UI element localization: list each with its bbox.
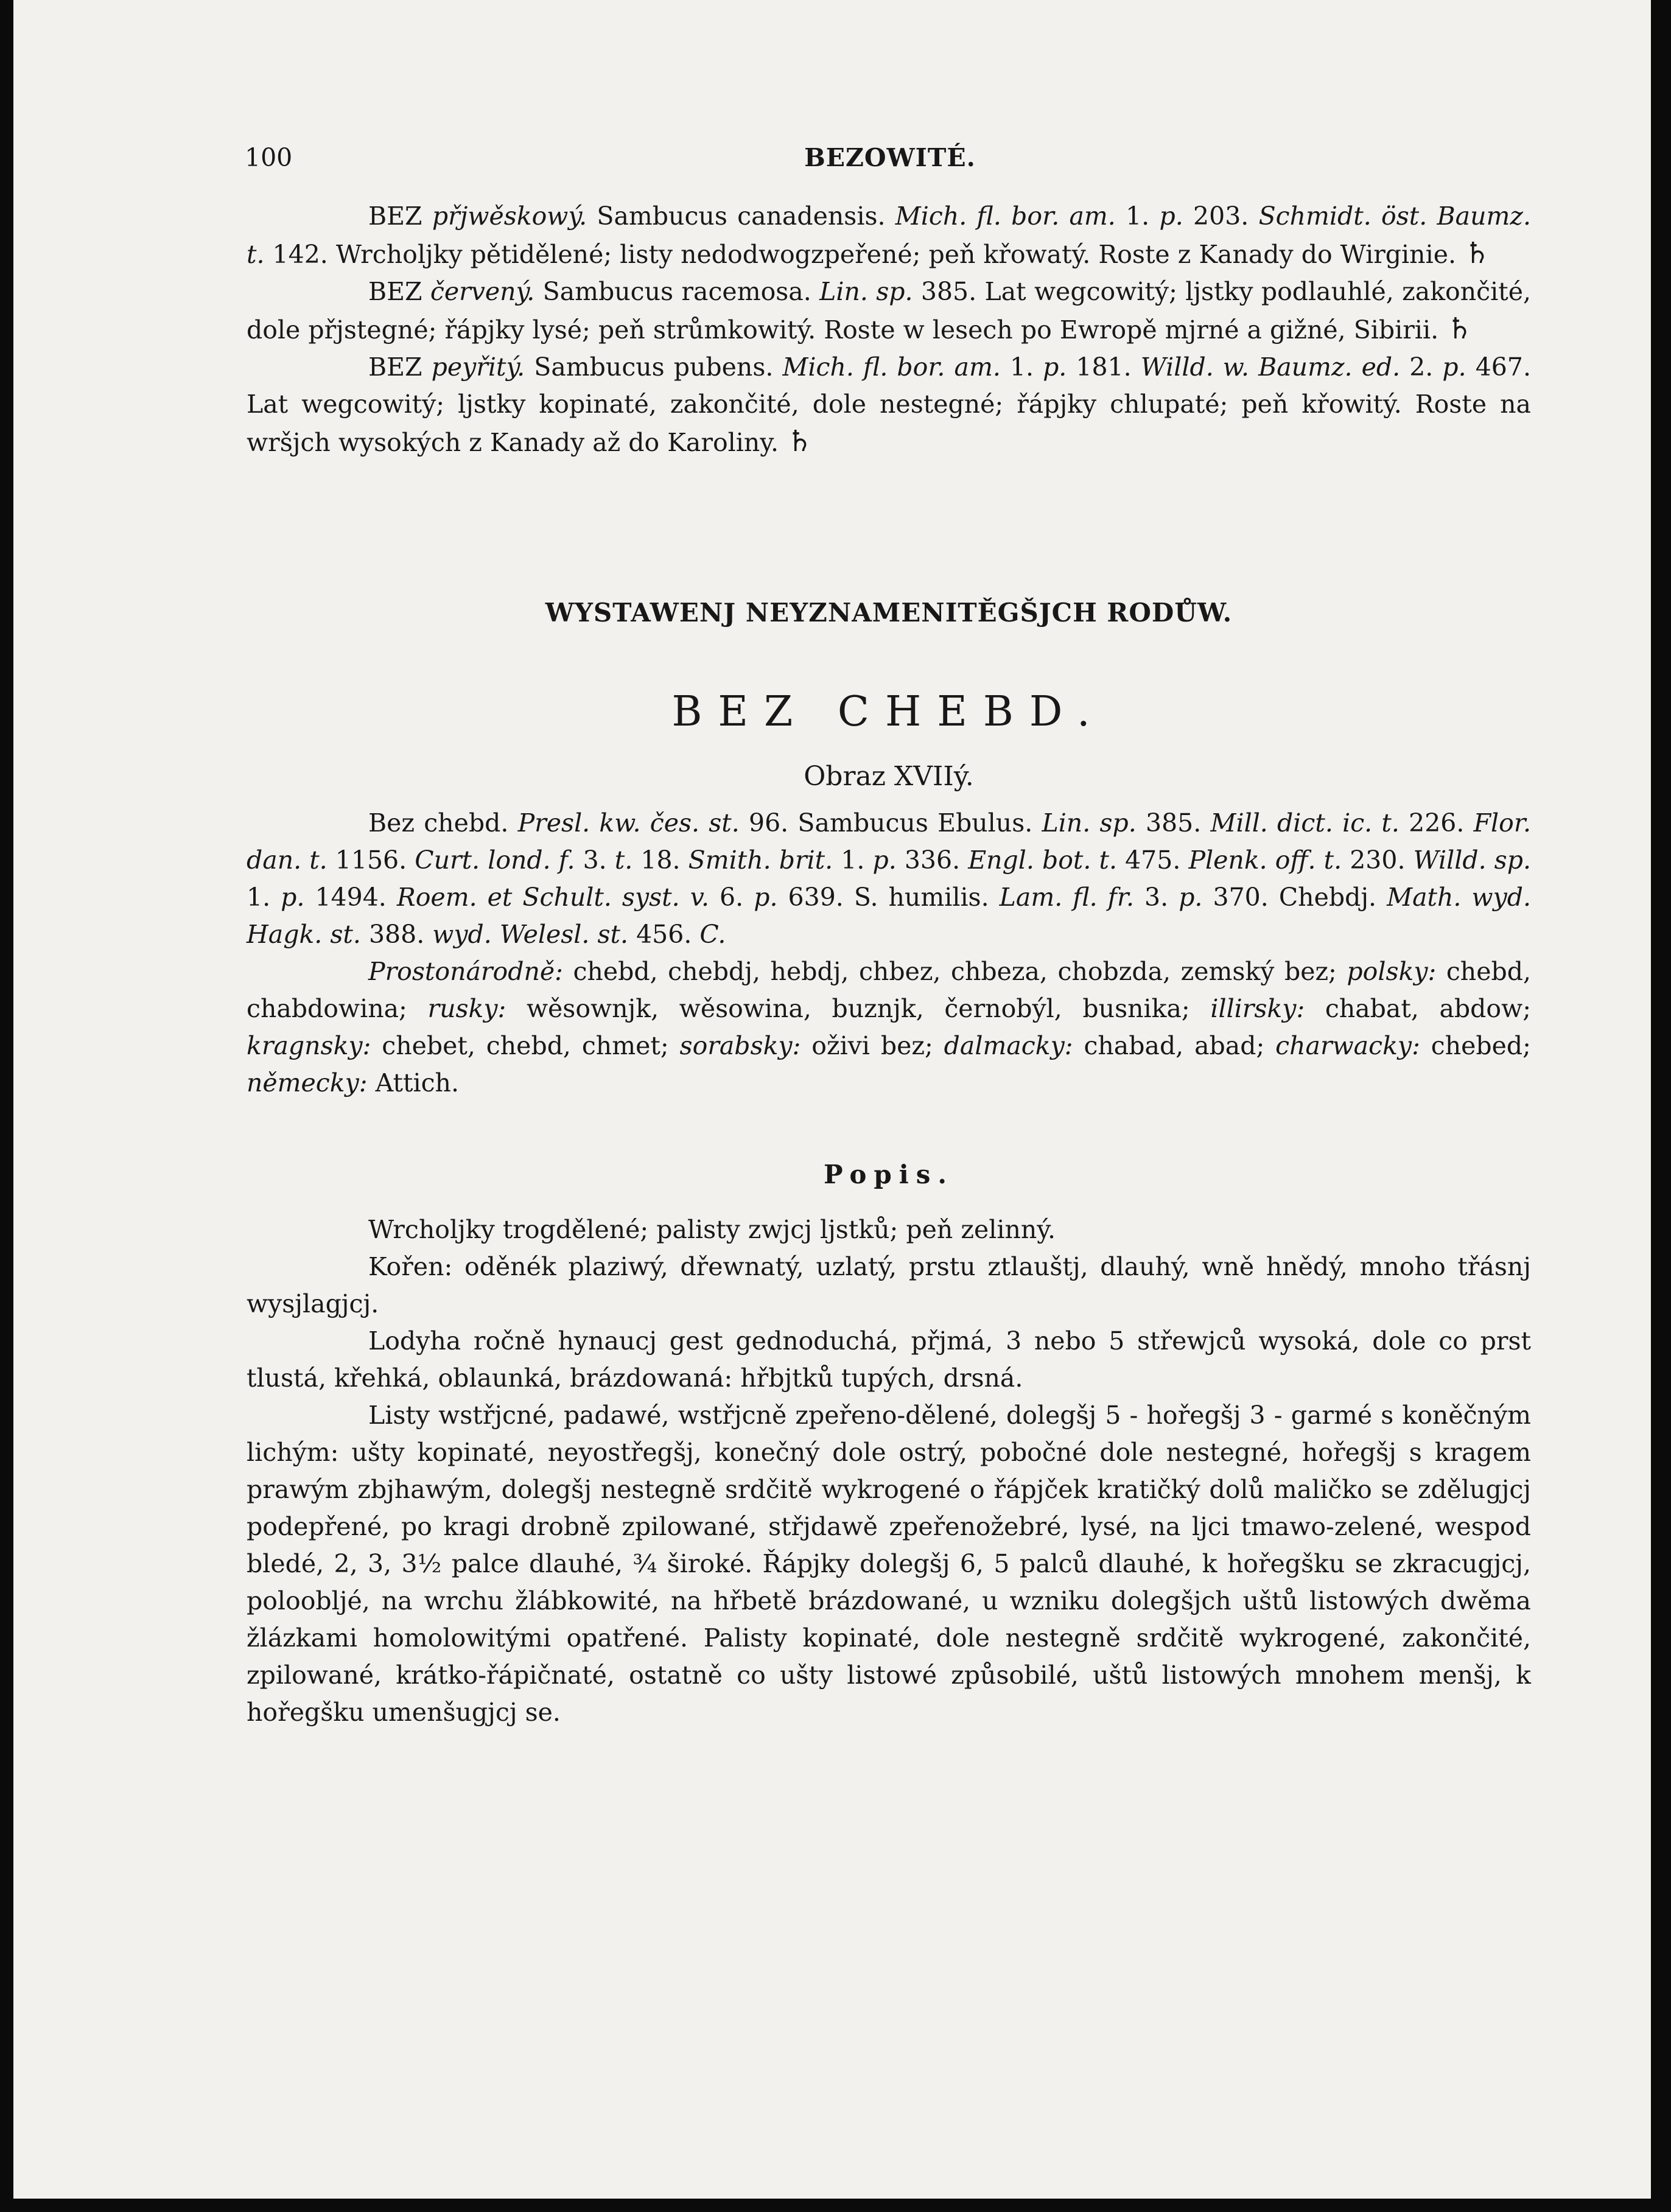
- text-run: 1156.: [327, 845, 415, 875]
- shrub-symbol-icon: ♄: [786, 424, 813, 458]
- description-heading: Popis.: [823, 1160, 955, 1189]
- italic-citation: rusky:: [427, 994, 506, 1023]
- italic-citation: p.: [1179, 883, 1203, 912]
- text-run: 385. Lat wegcowitý; ljstky podlauhlé, zakončité, dole přjstegné; řápjky lysé; peň strůmkowitý. Roste w lesech po Ewropě mjrné a gižné, Sibirii.: [247, 277, 1531, 345]
- italic-citation: kragnsky:: [247, 1031, 371, 1060]
- italic-citation: t.: [614, 845, 633, 875]
- text-run: chebed;: [1420, 1031, 1531, 1060]
- italic-citation: Smith. brit.: [688, 845, 833, 875]
- text-run: 388.: [360, 920, 433, 949]
- text-run: 203.: [1183, 201, 1259, 231]
- italic-citation: německy:: [247, 1068, 368, 1097]
- text-run: chabat, abdow;: [1305, 994, 1532, 1023]
- text-run: 385.: [1136, 808, 1211, 838]
- text-run: 1.: [1000, 352, 1043, 382]
- italic-citation: p.: [1159, 201, 1183, 231]
- text-run: 230.: [1342, 845, 1414, 875]
- italic-citation: polsky:: [1347, 957, 1437, 986]
- italic-citation: dalmacky:: [944, 1031, 1073, 1060]
- italic-citation: Engl. bot. t.: [968, 845, 1118, 875]
- species-entry: [247, 273, 1531, 349]
- italic-citation: Curt. lond. f.: [415, 845, 575, 875]
- description: [247, 1211, 1531, 1731]
- italic-citation: Plenk. off. t.: [1188, 845, 1342, 875]
- italic-citation: Mich. fl. bor. am.: [782, 352, 1001, 382]
- text-run: Attich.: [367, 1068, 459, 1097]
- text-run: wěsownjk, wěsowina, buznjk, černobýl, busnika;: [506, 994, 1211, 1023]
- shrub-symbol-icon: ♄: [1446, 312, 1473, 346]
- italic-citation: p.: [872, 845, 897, 875]
- text-run: 6.: [709, 883, 754, 912]
- italic-citation: C.: [699, 920, 726, 949]
- italic-citation: Lam. fl. fr.: [999, 883, 1134, 912]
- text-run: 1.: [833, 845, 873, 875]
- description-leaves: Listy wstřjcné, padawé, wstřjcně zpeřeno-dělené, dolegšj 5 - hořegšj 3 - garmé s koněčným lichým: ušty kopinaté, neyostřegšj, konečný dole ostrý, pobočné dole nestegné, hořegšj s kragem prawým zbjhawým, dolegšj nestegně srdčitě wykrogené o řápjček kratičký dolů maličko se zdělugjcj podepřené, po kragi drobně zpilowané, střjdawě zpeřenožebré, lysé, na ljci tmawo-zelené, wespod bledé, 2, 3, 3½ palce dlauhé, ¾ široké. Řápjky dolegšj 6, 5 palců dlauhé, k hořegšku se zkracugjcj, poloobljé, na wrchu žlábkowité, na hřbetě brázdowané, u wzniku dolegšjch uštů listowých dwěma žlázkami homolowitými opatřené. Palisty kopinaté, dole nestegně srdčitě wykrogené, zakončité, zpilowané, krátko-řápičnaté, ostatně co ušty listowé způsobilé, uštů listowých mnohem menšj, k hořegšku umenšugjcj se.: [247, 1401, 1531, 1727]
- page-number: 100: [245, 143, 293, 172]
- text-run: 2.: [1400, 352, 1443, 382]
- text-run: Sambucus racemosa.: [534, 277, 820, 306]
- italic-citation: Mill. dict. ic. t.: [1210, 808, 1400, 838]
- text-run: 142. Wrcholjky pětidělené; listy nedodwogzpeřené; peň křowatý. Roste z Kanady do Wirginie.: [264, 240, 1465, 269]
- plate-reference: Obraz XVIIý.: [804, 761, 974, 792]
- page-header: [245, 143, 1535, 180]
- text-run: 226.: [1399, 808, 1474, 838]
- text-run: 475.: [1117, 845, 1189, 875]
- italic-citation: Lin. sp.: [819, 277, 913, 306]
- italic-citation: Mich. fl. bor. am.: [895, 201, 1116, 231]
- species-entry: [247, 349, 1531, 461]
- text-run: 3.: [1134, 883, 1179, 912]
- running-title: BEZOWITÉ.: [804, 143, 976, 172]
- species-entry: [247, 198, 1531, 273]
- text-run: 456.: [628, 920, 700, 949]
- text-run: chebd, chabdowina;: [247, 957, 1531, 1023]
- italic-citation: p.: [754, 883, 778, 912]
- italic-citation: p.: [1442, 352, 1466, 382]
- italic-citation: p.: [281, 883, 305, 912]
- text-run: 1.: [247, 883, 281, 912]
- text-run: 467. Lat wegcowitý; ljstky kopinaté, zakončité, dole nestegné; řápjky chlupaté; peň křowitý. Roste na wršjch wysokých z Kanady až do Karoliny.: [247, 352, 1531, 457]
- italic-citation: Lin. sp.: [1042, 808, 1137, 838]
- italic-citation: Prostonárodně:: [368, 957, 563, 986]
- text-run: BEZ: [368, 201, 432, 231]
- section-heading: WYSTAWENJ NEYZNAMENITĚGŠJCH RODŮW.: [545, 598, 1233, 628]
- text-run: oživi bez;: [800, 1031, 944, 1060]
- italic-citation: Willd. w. Baumz. ed.: [1140, 352, 1401, 382]
- description-stem: Lodyha ročně hynaucj gest gednoduchá, přjmá, 3 nebo 5 střewjců wysoká, dole co prst tlustá, křehká, oblaunká, brázdowaná: hřbjtků tupých, drsná.: [247, 1326, 1531, 1393]
- synonymy: [247, 805, 1531, 1102]
- text-run: 1.: [1115, 201, 1160, 231]
- italic-citation: Schmidt. öst. Baumz. t.: [247, 201, 1532, 269]
- italic-citation: illirsky:: [1210, 994, 1305, 1023]
- text-run: 639. S. humilis.: [777, 883, 1000, 912]
- description-summary: Wrcholjky trogdělené; palisty zwjcj ljstků; peň zelinný.: [368, 1215, 1056, 1244]
- italic-citation: Math. wyd. Hagk. st.: [247, 883, 1532, 949]
- genus-title: BEZ CHEBD.: [671, 688, 1106, 736]
- text-run: Sambucus canadensis.: [587, 201, 895, 231]
- species-list: [247, 198, 1531, 461]
- text-run: Bez chebd.: [368, 808, 518, 838]
- italic-citation: Willd. sp.: [1413, 845, 1531, 875]
- shrub-symbol-icon: ♄: [1464, 236, 1491, 270]
- text-run: 96. Sambucus Ebulus.: [739, 808, 1042, 838]
- italic-citation: sorabsky:: [679, 1031, 801, 1060]
- text-run: BEZ: [368, 277, 430, 306]
- book-page: [13, 0, 1651, 2199]
- text-run: chebet, chebd, chmet;: [371, 1031, 680, 1060]
- synonymy-paragraph: [247, 805, 1531, 953]
- italic-citation: červený.: [430, 277, 535, 306]
- text-run: BEZ: [368, 352, 432, 382]
- text-run: Sambucus pubens.: [525, 352, 783, 382]
- italic-citation: Flor. dan. t.: [247, 808, 1531, 875]
- italic-citation: wyd. Welesl. st.: [432, 920, 629, 949]
- text-run: 336.: [896, 845, 969, 875]
- vernacular-names-paragraph: [247, 953, 1531, 1102]
- italic-citation: p.: [1043, 352, 1067, 382]
- text-run: chabad, abad;: [1073, 1031, 1276, 1060]
- italic-citation: přjwěskowý.: [432, 201, 587, 231]
- text-run: chebd, chebdj, hebdj, chbez, chbeza, chobzda, zemský bez;: [562, 957, 1347, 986]
- description-root: Kořen: oděnék plaziwý, dřewnatý, uzlatý, prstu ztlauštj, dlauhý, wně hnědý, mnoho třásnj wysjlagjcj.: [247, 1252, 1531, 1318]
- italic-citation: peyřitý.: [431, 352, 525, 382]
- italic-citation: Roem. et Schult. syst. v.: [396, 883, 710, 912]
- italic-citation: charwacky:: [1275, 1031, 1420, 1060]
- text-run: 1494.: [304, 883, 397, 912]
- text-run: 370. Chebdj.: [1202, 883, 1387, 912]
- italic-citation: Presl. kw. čes. st.: [517, 808, 740, 838]
- text-run: 181.: [1067, 352, 1141, 382]
- text-run: 18.: [632, 845, 688, 875]
- text-run: 3.: [575, 845, 615, 875]
